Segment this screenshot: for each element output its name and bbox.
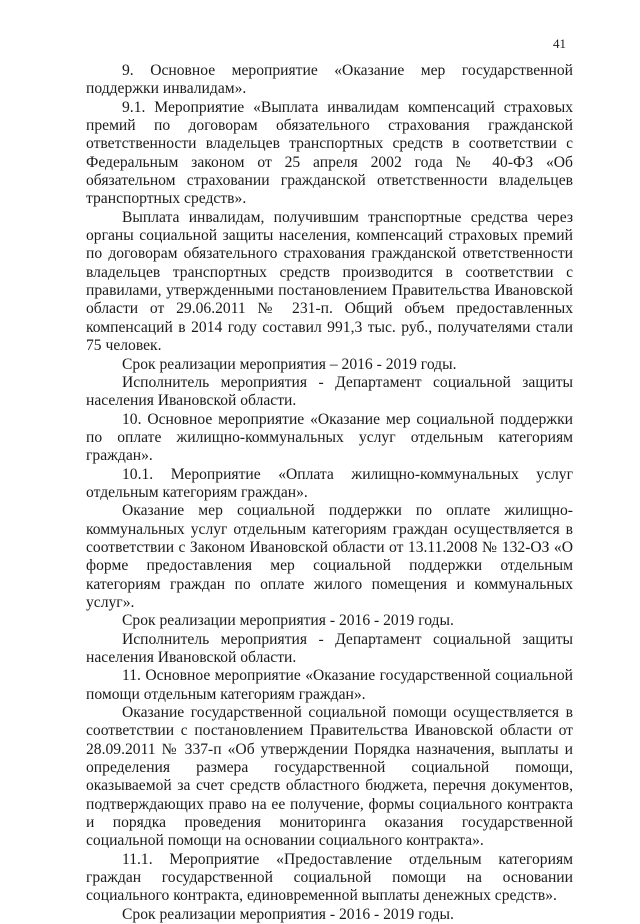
paragraph-9-1-description: Выплата инвалидам, получившим транспортные средства через органы социальной защиты населения, компенсаций страховых премий по договорам обязательного страхования гражданской ответственности владельцев транспортных средств производится в соответствии с правилами, утвержденными постановлением Правительства Ивановской области от 29.06.2011 № 231-п. Общий объем предоставленных компенсаций в 2014 году составил 991,3 тыс. руб., получателями стали 75 человек.: [86, 208, 573, 355]
paragraph-10-heading: 10. Основное мероприятие «Оказание мер социальной поддержки по оплате жилищно-коммунальных услуг отдельным категориям граждан».: [86, 410, 573, 465]
paragraph-11-heading: 11. Основное мероприятие «Оказание государственной социальной помощи отдельным категориям граждан».: [86, 667, 573, 703]
paragraph-9-1-term: Срок реализации мероприятия – 2016 - 2019 годы.: [122, 355, 457, 373]
paragraph-10-1-description: Оказание мер социальной поддержки по оплате жилищно-коммунальных услуг отдельным категориям граждан осуществляется в соответствии с Законом Ивановской области от 13.11.2008 № 132-ОЗ «О форме предоставления мер социальной поддержки отдельным категориям граждан по оплате жилого помещения и коммунальных услуг».: [86, 502, 573, 611]
paragraph-10-1-term: Срок реализации мероприятия - 2016 - 2019 годы.: [122, 612, 454, 630]
paragraph-10-1: 10.1. Мероприятие «Оплата жилищно-коммунальных услуг отдельным категориям граждан».: [86, 465, 573, 501]
paragraph-11-description: Оказание государственной социальной помощи осуществляется в соответствии с постановлением Правительства Ивановской области от 28.09.2011 № 337-п «Об утверждении Порядка назначения, выплаты и определения размера государственной социальной помощи, оказываемой за счет средств областного бюджета, перечня документов, подтверждающих право на ее получение, формы социального контракта и порядка проведения мониторинга оказания государственной социальной помощи на основании социального контракта».: [86, 704, 573, 850]
document-body: [86, 62, 573, 924]
paragraph-9-1-executor: Исполнитель мероприятия - Департамент социальной защиты населения Ивановской области.: [86, 373, 573, 410]
paragraph-11-1-term: Срок реализации мероприятия - 2016 - 2019 годы.: [122, 905, 454, 923]
page-number: 41: [553, 36, 566, 51]
paragraph-10-1-executor: Исполнитель мероприятия - Департамент социальной защиты населения Ивановской области.: [86, 630, 573, 666]
paragraph-9-heading: 9. Основное мероприятие «Оказание мер государственной поддержки инвалидам».: [86, 62, 573, 98]
paragraph-11-1: 11.1. Мероприятие «Предоставление отдельным категориям граждан государственной социальной помощи на основании социального контракта, единовременной выплаты денежных средств».: [86, 850, 573, 905]
paragraph-9-1: 9.1. Мероприятие «Выплата инвалидам компенсаций страховых премий по договорам обязательного страхования гражданской ответственности владельцев транспортных средств в соответствии с Федеральным законом от 25 апреля 2002 года № 40-ФЗ «Об обязательном страховании гражданской ответственности владельцев транспортных средств».: [86, 98, 573, 208]
